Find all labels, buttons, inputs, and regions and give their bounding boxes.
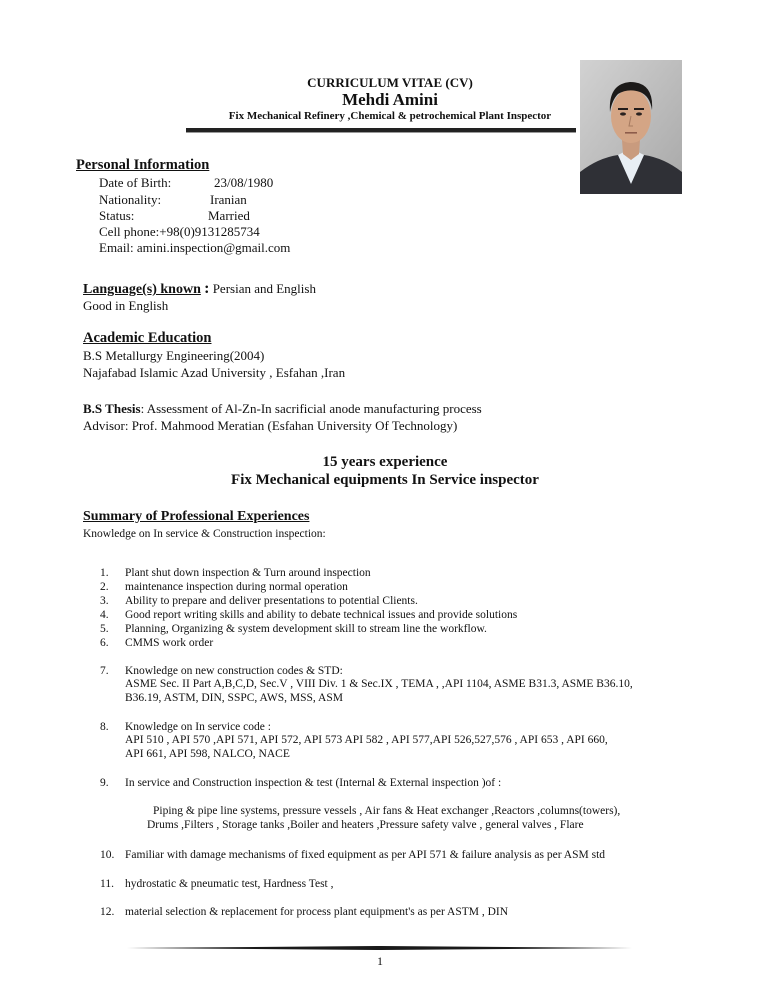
page-number: 1: [377, 954, 383, 968]
list-item: 9. In service and Construction inspection & test (Internal & External inspection )of :: [100, 777, 502, 789]
list-item: 4. Good report writing skills and ability to debate technical issues and provide solutions: [100, 609, 518, 621]
header-divider-shadow: [186, 132, 576, 133]
languages-line: [83, 280, 316, 298]
experience-years: 15 years experience: [322, 454, 448, 470]
thesis-label: B.S Thesis: [83, 401, 141, 416]
list-item: 8. Knowledge on In service code :: [100, 721, 271, 733]
codes-line: ASME Sec. II Part A,B,C,D, Sec.V , VIII Div. 1 & Sec.IX , TEMA , ,API 1104, ASME B31.3, ASME B36.10,: [125, 678, 633, 690]
thesis-line: [83, 400, 482, 417]
list-item: 2. maintenance inspection during normal operation: [100, 581, 348, 593]
email[interactable]: Email: amini.inspection@gmail.com: [99, 240, 291, 255]
personal-info-heading: Personal Information: [76, 157, 210, 173]
list-item: 12. material selection & replacement for process plant equipment's as per ASTM , DIN: [100, 906, 509, 918]
person-portrait-icon: [580, 60, 682, 194]
languages-heading: Language(s) known: [83, 282, 201, 297]
equipment-line: Piping & pipe line systems, pressure vessels , Air fans & Heat exchanger ,Reactors ,columns(towers),: [153, 805, 621, 817]
thesis-value: : Assessment of Al-Zn-In sacrificial anode manufacturing process: [140, 401, 482, 416]
phone: Cell phone:+98(0)9131285734: [99, 224, 260, 239]
equipment-line: Drums ,Filters , Storage tanks ,Boiler and heaters ,Pressure safety valve , general valves , Flare: [147, 819, 584, 831]
language-level: Good in English: [83, 298, 169, 313]
nationality-label: Nationality:: [99, 192, 162, 207]
list-item: 10. Familiar with damage mechanisms of fixed equipment as per API 571 & failure analysis as per ASM std: [100, 849, 606, 861]
nationality-value: Iranian: [210, 192, 247, 207]
languages-colon: :: [204, 280, 210, 297]
candidate-name: Mehdi Amini: [342, 90, 438, 109]
list-item: 1. Plant shut down inspection & Turn around inspection: [100, 567, 371, 579]
advisor: Advisor: Prof. Mahmood Meratian (Esfahan University Of Technology): [83, 418, 458, 433]
cv-title: CURRICULUM VITAE (CV): [307, 75, 473, 90]
list-item: 3. Ability to prepare and deliver presentations to potential Clients.: [100, 595, 418, 607]
education-heading: Academic Education: [83, 330, 212, 346]
list-item: 7. Knowledge on new construction codes & STD:: [100, 665, 343, 677]
experience-role: Fix Mechanical equipments In Service inspector: [231, 472, 539, 488]
codes-line: B36.19, ASTM, DIN, SSPC, AWS, MSS, ASM: [125, 692, 343, 704]
status-label: Status:: [99, 208, 135, 223]
list-item: 6. CMMS work order: [100, 637, 214, 649]
codes-line: API 510 , API 570 ,API 571, API 572, API 573 API 582 , API 577,API 526,527,576 , API 653 , API 660,: [125, 734, 608, 746]
status-value: Married: [208, 208, 250, 223]
dob-value: 23/08/1980: [214, 175, 274, 190]
languages-value: Persian and English: [212, 281, 316, 296]
profile-photo: [580, 60, 682, 194]
footer-divider: [122, 946, 632, 950]
university: Najafabad Islamic Azad University , Esfahan ,Iran: [83, 365, 346, 380]
dob-label: Date of Birth:: [99, 175, 172, 190]
job-subtitle: Fix Mechanical Refinery ,Chemical & petrochemical Plant Inspector: [228, 110, 552, 122]
list-item: 5. Planning, Organizing & system development skill to stream line the workflow.: [100, 623, 487, 635]
codes-line: API 661, API 598, NALCO, NACE: [125, 748, 290, 760]
degree: B.S Metallurgy Engineering(2004): [83, 348, 265, 363]
summary-intro: Knowledge on In service & Construction inspection:: [83, 528, 326, 540]
summary-heading: Summary of Professional Experiences: [83, 509, 310, 524]
list-item: 11. hydrostatic & pneumatic test, Hardness Test ,: [100, 878, 334, 890]
